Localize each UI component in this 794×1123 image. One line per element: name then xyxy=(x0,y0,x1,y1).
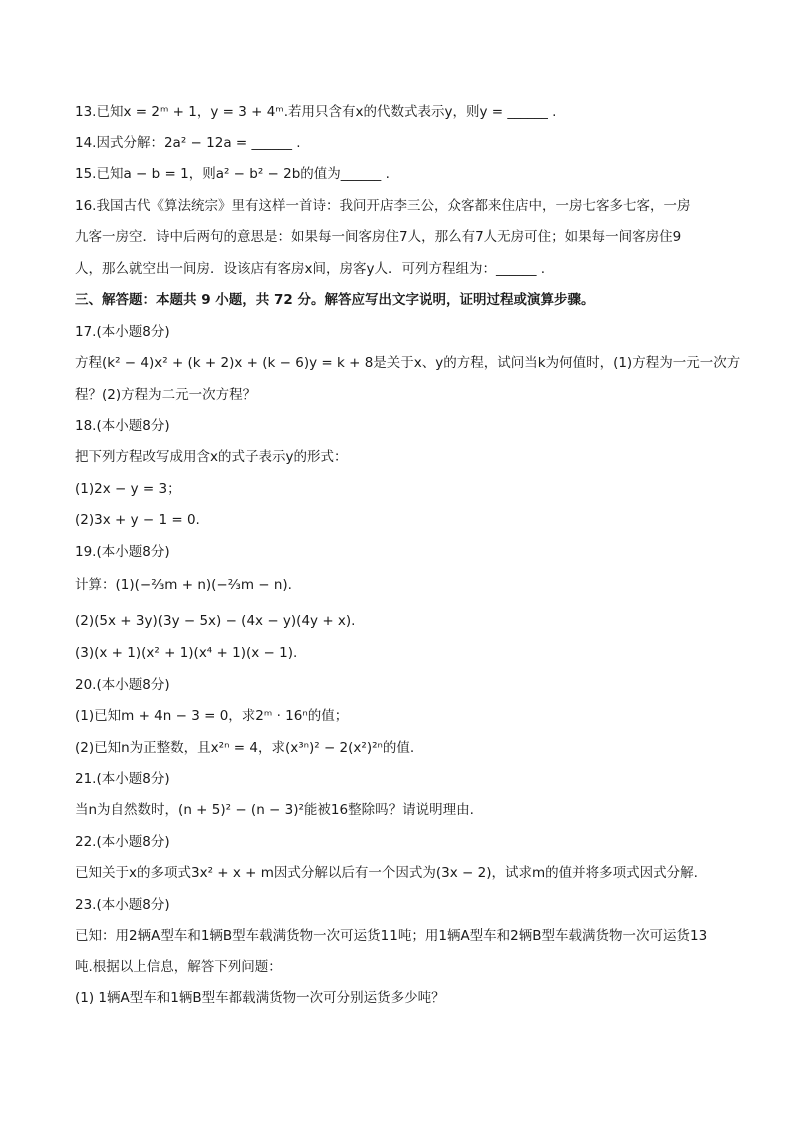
question-18-header: 18.(本小题8分) xyxy=(75,418,170,434)
question-21-header: 21.(本小题8分) xyxy=(75,771,170,787)
question-23-line-1: 已知：用2辆A型车和1辆B型车载满货物一次可运货11吨；用1辆A型车和2辆B型车载满货物一次可运货13 xyxy=(75,928,708,944)
question-14: 14.因式分解：2a² − 12a = ______ . xyxy=(75,135,301,151)
question-16-line-2: 九客一房空．诗中后两句的意思是：如果每一间客房住7人，那么有7人无房可住；如果每一间客房住9 xyxy=(75,229,682,245)
question-18-part-1: (1)2x − y = 3； xyxy=(75,481,181,497)
question-15: 15.已知a − b = 1，则a² − b² − 2b的值为______ . xyxy=(75,166,390,182)
question-22-header: 22.(本小题8分) xyxy=(75,834,170,850)
section-heading-answers: 三、解答题：本题共 9 小题，共 72 分。解答应写出文字说明，证明过程或演算步骤。 xyxy=(75,292,595,308)
question-23-line-2: 吨.根据以上信息，解答下列问题： xyxy=(75,959,282,975)
question-19-part-2: (2)(5x + 3y)(3y − 5x) − (4x − y)(4y + x). xyxy=(75,613,356,629)
question-17-line-1: 方程(k² − 4)x² + (k + 2)x + (k − 6)y = k + 8是关于x、y的方程，试问当k为何值时，(1)方程为一元一次方 xyxy=(75,355,741,371)
question-23-header: 23.(本小题8分) xyxy=(75,897,170,913)
question-19-part-3: (3)(x + 1)(x² + 1)(x⁴ + 1)(x − 1). xyxy=(75,645,298,661)
question-20-part-1: (1)已知m + 4n − 3 = 0，求2ᵐ · 16ⁿ的值； xyxy=(75,708,349,724)
question-23-part-1: (1) 1辆A型车和1辆B型车都载满货物一次可分别运货多少吨？ xyxy=(75,990,445,1006)
question-18-instruction: 把下列方程改写成用含x的式子表示y的形式： xyxy=(75,449,348,465)
question-17-line-2: 程？(2)方程为二元一次方程？ xyxy=(75,387,257,403)
question-13: 13.已知x = 2ᵐ + 1，y = 3 + 4ᵐ.若用只含有x的代数式表示y，则y = ______ . xyxy=(75,104,557,120)
question-22-body: 已知关于x的多项式3x² + x + m因式分解以后有一个因式为(3x − 2)，试求m的值并将多项式因式分解. xyxy=(75,865,698,881)
question-20-header: 20.(本小题8分) xyxy=(75,677,170,693)
question-18-part-2: (2)3x + y − 1 = 0. xyxy=(75,512,200,528)
question-19-part-1: 计算：(1)(−⅔m + n)(−⅔m − n). xyxy=(75,577,292,593)
question-20-part-2: (2)已知n为正整数，且x²ⁿ = 4，求(x³ⁿ)² − 2(x²)²ⁿ的值. xyxy=(75,740,415,756)
question-16-line-3: 人，那么就空出一间房．设该店有客房x间，房客y人．可列方程组为：______ . xyxy=(75,261,546,277)
question-19-header: 19.(本小题8分) xyxy=(75,544,170,560)
question-21-body: 当n为自然数时，(n + 5)² − (n − 3)²能被16整除吗？请说明理由. xyxy=(75,802,474,818)
question-16-line-1: 16.我国古代《算法统宗》里有这样一首诗：我问开店李三公，众客都来住店中，一房七客多七客，一房 xyxy=(75,198,691,214)
question-17-header: 17.(本小题8分) xyxy=(75,324,170,340)
